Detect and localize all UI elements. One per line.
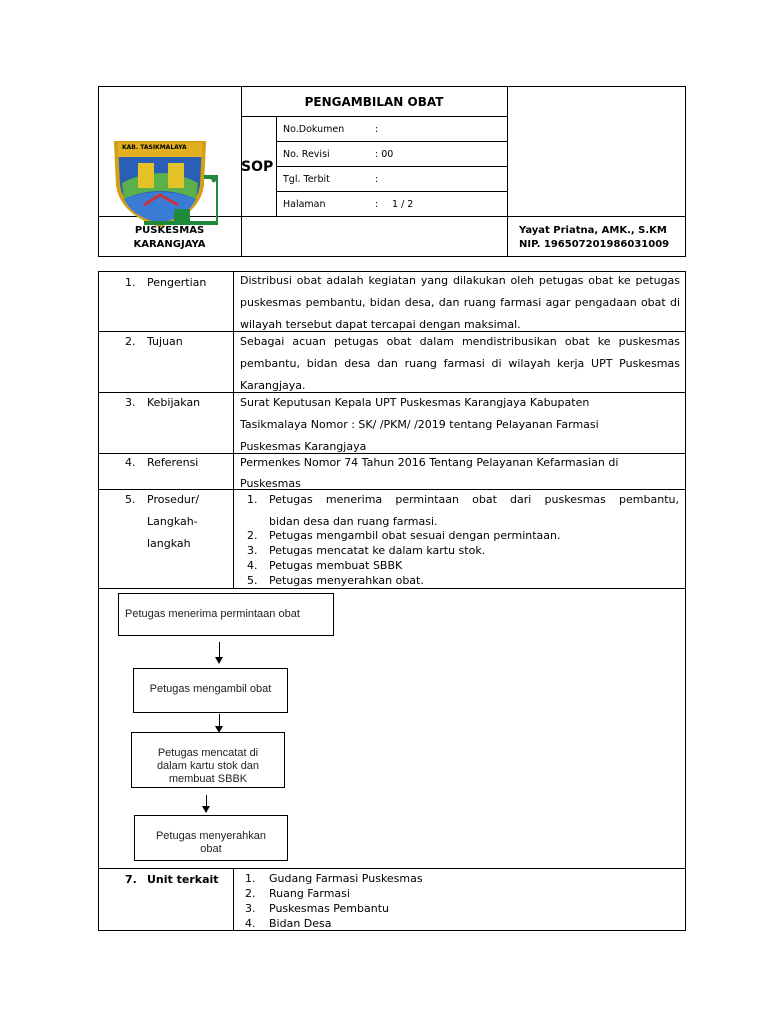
flow-arrow-2 <box>219 714 220 732</box>
step-text: Petugas menerima permintaan obat dari puskesmas pembantu, <box>269 493 679 506</box>
doc-title: PENGAMBILAN OBAT <box>304 95 444 109</box>
s1-label: Pengertian <box>147 276 207 289</box>
flow-arrow-1 <box>219 642 220 663</box>
signer-name: Yayat Priatna, AMK., S.KM <box>519 225 667 236</box>
unit-item: Gudang Farmasi Puskesmas <box>269 872 423 885</box>
s7-label: Unit terkait <box>147 873 219 886</box>
step-text: Petugas menyerahkan obat. <box>269 574 424 587</box>
field-label-halaman: Halaman <box>283 199 326 210</box>
step-number: 4. <box>247 559 258 572</box>
s4-number: 4. <box>125 456 136 469</box>
s2-text: Sebagai acuan petugas obat dalam mendistribusikan obat ke puskesmas pembantu, bidan desa dan ruang farmasi di wilayah kerja UPT Puskesmas Karangjaya. <box>240 335 680 392</box>
flow-box-3-text: Petugas mencatat di dalam kartu stok dan membuat SBBK <box>156 747 260 785</box>
step-text-cont: bidan desa dan ruang farmasi. <box>269 515 438 528</box>
s2-number: 2. <box>125 335 136 348</box>
org-name-line1: PUSKESMAS <box>134 225 205 236</box>
step-number: 5. <box>247 574 258 587</box>
sop-label: SOP <box>241 159 274 175</box>
flow-box-4-text: Petugas menyerahkan obat <box>155 830 267 855</box>
flow-box-3 <box>131 732 285 788</box>
signer-nip: NIP. 196507201986031009 <box>519 239 670 250</box>
s1-text: Distribusi obat adalah kegiatan yang dilakukan oleh petugas obat ke petugas puskesmas pembantu, bidan desa, dan ruang farmasi agar pengadaan obat di wilayah tersebut dapat tercapai dengan maksimal. <box>240 274 680 331</box>
s4-label: Referensi <box>147 456 199 469</box>
flow-box-1 <box>118 593 334 636</box>
unit-number: 2. <box>245 887 256 900</box>
flow-box-4 <box>134 815 288 861</box>
s2-label: Tujuan <box>147 335 183 348</box>
s3-line1: Surat Keputusan Kepala UPT Puskesmas Karangjaya Kabupaten <box>240 396 590 409</box>
step-number: 2. <box>247 529 258 542</box>
s4-line2: Puskesmas <box>240 477 301 490</box>
field-label-no-revisi: No. Revisi <box>283 149 330 160</box>
s5-label-line3: langkah <box>147 537 191 550</box>
s5-label-line1: Prosedur/ <box>147 493 200 506</box>
s3-line2: Tasikmalaya Nomor : SK/ /PKM/ /2019 tentang Pelayanan Farmasi <box>240 418 599 431</box>
flow-box-2 <box>133 668 288 713</box>
unit-number: 3. <box>245 902 256 915</box>
s7-number: 7. <box>125 873 137 886</box>
step-text: Petugas mencatat ke dalam kartu stok. <box>269 544 486 557</box>
step-number: 3. <box>247 544 258 557</box>
field-value-halaman: 1 / 2 <box>392 199 414 210</box>
s5-label-line2: Langkah- <box>147 515 198 528</box>
logo <box>108 133 218 233</box>
s3-label: Kebijakan <box>147 396 201 409</box>
unit-item: Bidan Desa <box>269 917 332 930</box>
logo-text: KAB. TASIKMALAYA <box>122 144 187 151</box>
step-text: Petugas mengambil obat sesuai dengan permintaan. <box>269 529 561 542</box>
field-sep-no-dokumen: : <box>375 124 379 135</box>
field-sep-tgl-terbit: : <box>375 174 379 185</box>
field-label-no-dokumen: No.Dokumen <box>283 124 345 135</box>
field-sep-halaman: : <box>375 199 379 210</box>
flow-box-1-text: Petugas menerima permintaan obat <box>125 608 300 620</box>
unit-number: 1. <box>245 872 256 885</box>
org-name-line2: KARANGJAYA <box>133 239 206 250</box>
field-label-tgl-terbit: Tgl. Terbit <box>283 174 330 185</box>
field-sep-no-revisi: : 00 <box>375 149 394 160</box>
s1-number: 1. <box>125 276 136 289</box>
flow-arrow-3 <box>206 795 207 812</box>
unit-item: Ruang Farmasi <box>269 887 350 900</box>
s3-number: 3. <box>125 396 136 409</box>
s3-line3: Puskesmas Karangjaya <box>240 440 367 453</box>
s4-line1: Permenkes Nomor 74 Tahun 2016 Tentang Pelayanan Kefarmasian di <box>240 456 619 469</box>
unit-item: Puskesmas Pembantu <box>269 902 390 915</box>
step-number: 1. <box>247 493 258 506</box>
unit-number: 4. <box>245 917 256 930</box>
step-text: Petugas membuat SBBK <box>269 559 403 572</box>
s5-number: 5. <box>125 493 136 506</box>
flow-box-2-text: Petugas mengambil obat <box>149 683 272 695</box>
